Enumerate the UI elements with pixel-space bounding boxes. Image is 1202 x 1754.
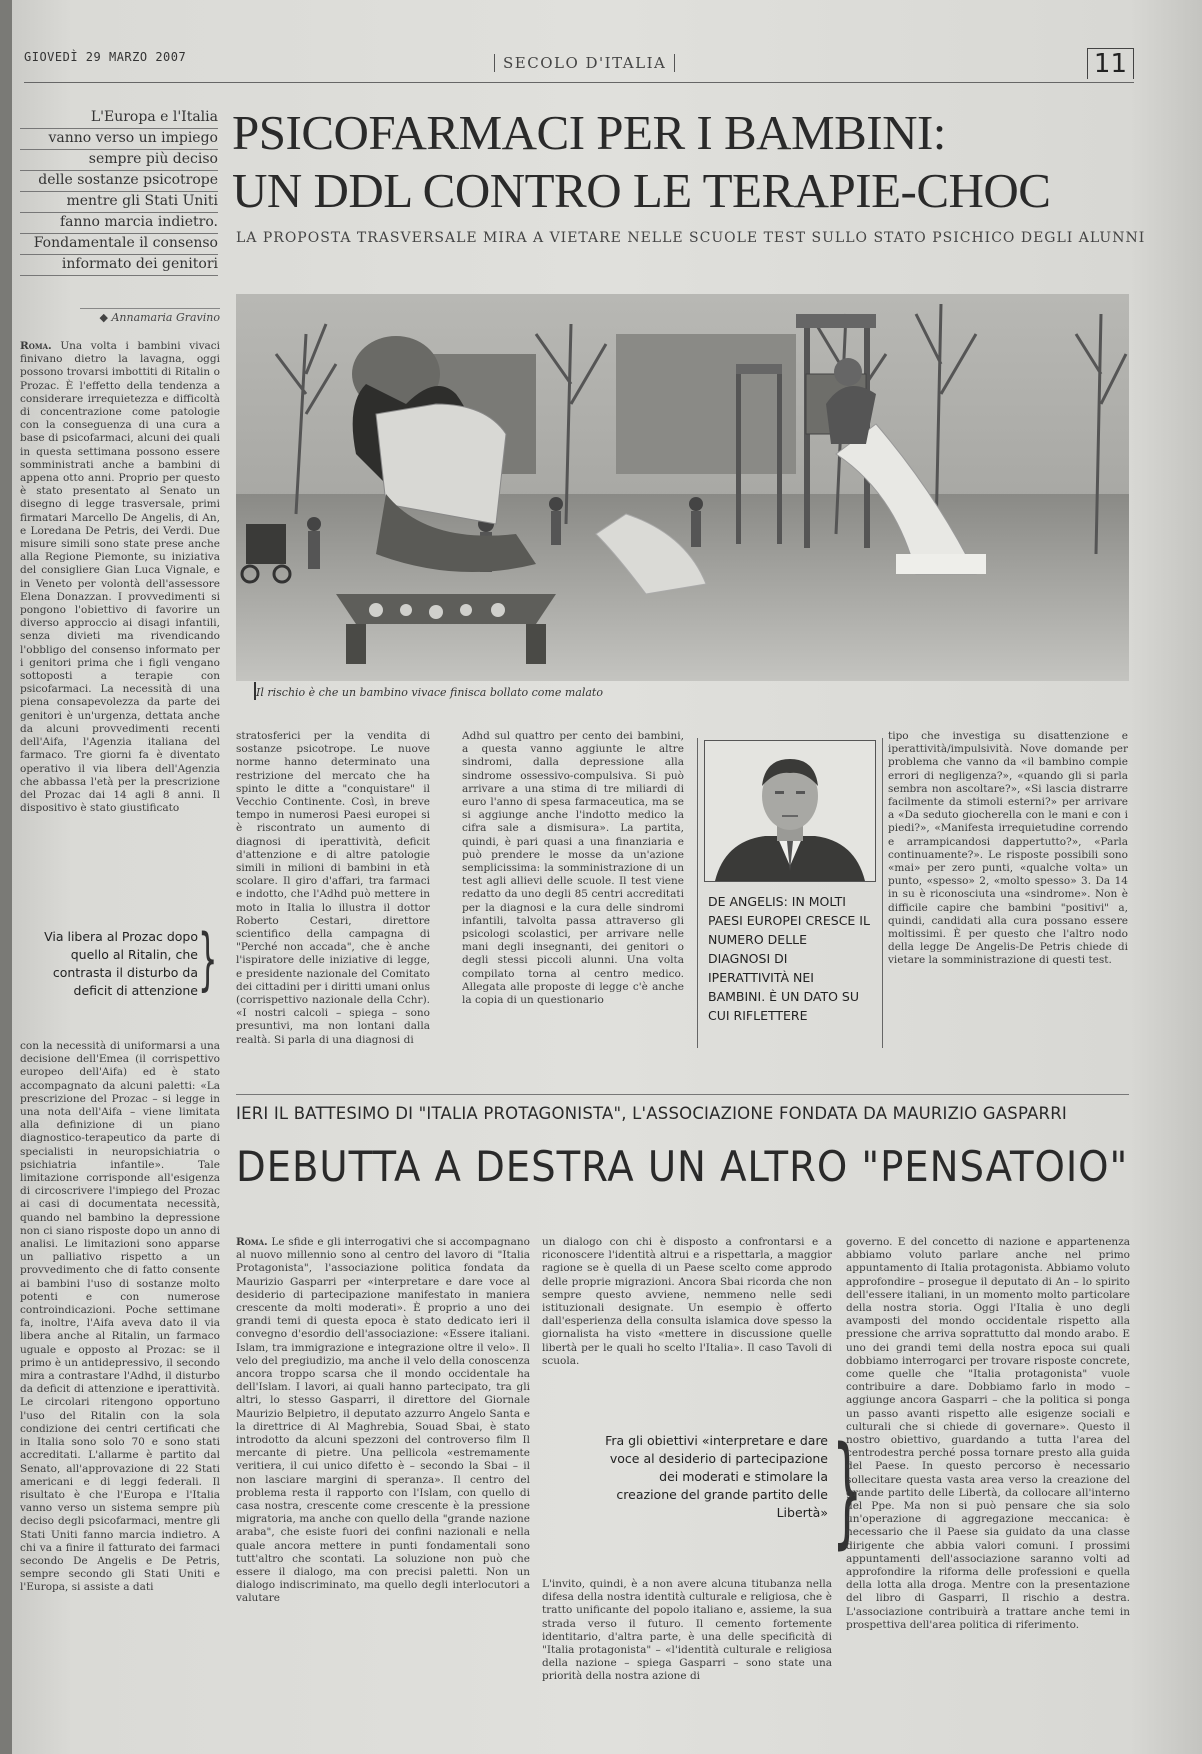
summary-line: L'Europa e l'Italia — [20, 108, 218, 129]
body-text: Adhd sul quattro per cento dei bambini, a questa vanno aggiunte le altre sindromi, dalla depressione alla sindrome ossessivo-compulsiva. Si può arrivare a una stima di tre miliardi di euro l'anno di spesa farmaceutica, ma se si aggiunge anche l'indotto medico la cifra sale a dismisura». La partita, quindi, è pari quasi a una finanziaria e può prendere le mosse da un'azione semplicissima: la somministrazione di un test agli allievi delle scuole. Il test viene redatto da uno degli 85 centri accreditati per la diagnosi e la cura delle sindromi infantili, talvolta passa attraverso gli psicologi scolastici, per arrivare nelle mani degli insegnanti, dei genitori o degli stessi piccoli alunni. Una volta compilato torna al centro medico. Allegata alle proposte di legge c'è anche la copia di un questionario — [462, 730, 684, 1007]
body-text: governo. E del concetto di nazione e appartenenza abbiamo voluto parlare anche nel primo appuntamento di Italia protagonista. Abbiamo voluto approfondire – prosegue il deputato di An – lo spirito dell'essere italiani, in un momento molto particolare della nostra storia. Oggi l'Italia è uno degli avamposti del mondo occidentale rispetto alla pressione che arriva soprattutto dal mondo arabo. E uno dei grandi temi della nostra epoca sui quali dobbiamo interrogarci per trovare risposte concrete, come quelle che "Italia protagonista" vuole contribuire a dare. Dobbiamo farlo in modo – aggiunge ancora Gasparri – che la politica si ponga un passo avanti rispetto alle esigenze sociali e culturali che si chiede di governare». Questo il nostro obiettivo, guardando a tutta l'area del centrodestra perché possa tornare presto alla guida del Paese. In questo percorso è necessario sollecitare questa vasta area verso la creazione del grande partito delle Libertà, da collocare all'interno del Ppe. Ma non si può pensare che sia solo un'operazione di aggregazione meccanica: è necessario che il Paese sia guidato da una classe dirigente che abbia valori comuni. I prossimi appuntamenti dell'associazione saranno volti ad approfondire la riforma delle professioni e quella della lotta alla droga. Mentre con la presentazione del libro di Gasparri, Il rischio a destra. L'associazione contribuirà a trattare anche temi in prospettiva dell'area politica di riferimento. — [846, 1236, 1130, 1631]
headline-line-1: PSICOFARMACI PER I BAMBINI: — [232, 105, 946, 160]
article1-column-3 — [462, 730, 684, 1075]
body-text: Una volta i bambini vivaci finivano dietro la lavagna, oggi possono trovarsi imbottiti di Ritalin o Prozac. È l'effetto della tendenza a considerare irrequietezza e difficoltà di concentrazione come patologie con la conseguenza di una cura a base di psicofarmaci, alcuni dei quali in questa settimana possono essere somministrati anche a bambini di appena otto anni. Proprio per questo è stato presentato al Senato un disegno di legge trasversale, primi firmatari Marcello De Angelis, di An, e Loredana De Petris, dei Verdi. Due misure simili sono state prese anche alla Regione Piemonte, su iniziativa del consigliere Gian Luca Vignale, e in Veneto per volontà dell'assessore Elena Donazzan. I provvedimenti si pongono l'obiettivo di favorire un diverso approccio ai disagi infantili, senza divieti ma rivendicando l'obbligo del consenso informato per i genitori prima che i figli vengano sottoposti a terapie con psicofarmaci. La necessità di una piena consapevolezza da parte dei genitori è un'urgenza, dettata anche da alcuni provvedimenti recenti dell'Aifa, l'Agenzia italiana del farmaco. Tre giorni fa è diventato operativo il via libera dell'Agenzia che abbassa l'età per la prescrizione del Prozac dai 14 agli 8 anni. Il dispositivo è stato giustificato — [20, 340, 220, 815]
article-headline — [232, 104, 1132, 220]
article2-column-3 — [846, 1236, 1130, 1740]
body-text: L'invito, quindi, è a non avere alcuna titubanza nella difesa della nostra identità culturale e religiosa, che è tratto unificante del popolo italiano e, assieme, la sua strada verso il futuro. Il cemento fortemente identitario, d'altra parte, è una delle specificità di "Italia protagonista" – «l'identità culturale e religiosa della nazione – spiega Gasparri – sono state una priorità della nostra azione di — [542, 1578, 832, 1683]
headline-line-2: UN DDL CONTRO LE TERAPIE-CHOC — [232, 163, 1051, 218]
playground-photo — [236, 294, 1129, 681]
byline: ◆ Annamaria Gravino — [80, 308, 220, 324]
author-name: Annamaria Gravino — [111, 311, 220, 324]
dateline: Roma. — [236, 1236, 268, 1248]
masthead — [24, 48, 1134, 83]
summary-line: vanno verso un impiego — [20, 129, 218, 150]
article1-column-4 — [888, 730, 1128, 1075]
article2-kicker: IERI IL BATTESIMO DI "ITALIA PROTAGONISTA", L'ASSOCIAZIONE FONDATA DA MAURIZIO GASPARRI — [236, 1104, 1067, 1123]
newspaper-name: SECOLO D'ITALIA — [494, 54, 675, 72]
profile-quote: DE ANGELIS: IN MOLTI PAESI EUROPEI CRESCE IL NUMERO DELLE DIAGNOSI DI IPERATTIVITÀ NEI BAMBINI. È UN DATO SU CUI RIFLETTERE — [708, 894, 870, 1023]
summary-line: informato dei genitori — [20, 255, 218, 276]
article1-column-1-continued — [20, 1040, 220, 1740]
body-text: un dialogo con chi è disposto a confrontarsi e a riconoscere l'identità altrui e a rispettarla, a maggior ragione se è quella di un Paese scelto come approdo delle proprie migrazioni. Ancora Sbai ricorda che non sempre questo avviene, nemmeno nelle sedi istituzionali designate. Un esempio è offerto dall'esperienza della consulta islamica dove spesso la giornalista ha visto «mettere in discussione quelle libertà per le quali ho scelto l'Italia». Il caso Tavoli di scuola. — [542, 1236, 832, 1367]
article2-column-2 — [542, 1236, 832, 1412]
pull-quote: Fra gli obiettivi «interpretare e dare voce al desiderio di partecipazione dei moderati e stimolare la creazione del grande partito delle Libertà» — [605, 1433, 828, 1520]
brace-icon: } — [198, 920, 218, 999]
photo-caption: Il rischio è che un bambino vivace finisca bollato come malato — [256, 686, 603, 699]
article-subtitle: LA PROPOSTA TRASVERSALE MIRA A VIETARE NELLE SCUOLE TEST SULLO STATO PSICHICO DEGLI ALUNNI — [236, 230, 1146, 246]
summary-line: Fondamentale il consenso — [20, 234, 218, 255]
dateline: Roma. — [20, 340, 52, 352]
summary-line: fanno marcia indietro. — [20, 213, 218, 234]
playground-photo-image — [236, 294, 1129, 681]
issue-date: GIOVEDÌ 29 MARZO 2007 — [24, 50, 187, 64]
summary-line: mentre gli Stati Uniti — [20, 192, 218, 213]
section-divider — [236, 1094, 1129, 1095]
summary-box — [20, 108, 218, 276]
summary-line: delle sostanze psicotrope — [20, 171, 218, 192]
page-number: 11 — [1087, 48, 1134, 79]
page-gutter — [0, 0, 12, 1754]
brace-icon: } — [832, 1422, 863, 1561]
article1-column-2 — [236, 730, 430, 1075]
portrait-photo — [704, 740, 876, 882]
article2-column-2-continued — [542, 1578, 832, 1740]
body-text: tipo che investiga su disattenzione e iperattività/impulsività. Nove domande per problema che vanno da «il bambino compie errori di negligenza?», «quando gli si parla sembra non ascoltare?», «Si lascia distrarre facilmente da stimoli esterni?» per arrivare a «Da seduto giocherella con le mani e con i piedi?», «Manifesta irrequietudine correndo e arrampicandosi dappertutto?», «Parla continuamente?». Le risposte possibili sono «mai» per zero punti, «qualche volta» un punto, «spesso» 2, «molto spesso» 3. Da 14 in su è riconosciuta una «sindrome». Non è difficile capire che bambini "positivi" a, quindi, candidati alla cura possano essere moltissimi. È per questo che l'altro nodo della legge De Angelis-De Petris chiede di vietare la somministrazione di questi test. — [888, 730, 1128, 967]
summary-line: sempre più deciso — [20, 150, 218, 171]
pull-quote: Via libera al Prozac dopo quello al Ritalin, che contrasta il disturbo da deficit di attenzione — [44, 929, 198, 998]
portrait-image — [705, 741, 875, 881]
article1-column-1 — [20, 340, 220, 892]
body-text: con la necessità di uniformarsi a una decisione dell'Emea (il corrispettivo europeo dell'Aifa) ed è stato accompagnato da alcuni paletti: «La prescrizione del Prozac – si legge in una nota dell'Aifa – viene limitata alla definizione di un piano diagnostico-terapeutico da parte di specialisti in neuropsichiatria o psichiatria infantile». Tale limitazione corrisponde all'esigenza di circoscrivere l'impiego del Prozac ai casi di documentata necessità, quando nel bambino la depressione non ci siano risposte dopo un anno di analisi. Le limitazioni sono apparse un palliativo rispetto a un provvedimento che di fatto consente ai bambini l'uso di sostanze molto potenti e con numerose controindicazioni. Poche settimane fa, inoltre, l'Aifa aveva dato il via libera anche al Ritalin, un farmaco uguale e opposto al Prozac: se il primo è un antidepressivo, il secondo mira a contrastare l'Adhd, il disturbo da deficit di attenzione e iperattività. Le circolari ritengono opportuno l'uso del Ritalin con la sola condizione dei centri certificati che in Italia sono solo 70 e sono stati accreditati. L'allarme è partito dal Senato, all'approvazione di 22 Stati americani e di leggi federali. Il risultato è che l'Europa e l'Italia vanno verso un sistema sempre più deciso degli psicofarmaci, mentre gli Stati Uniti fanno marcia indietro. A chi va a finire il fatturato dei farmaci secondo De Angelis e De Petris, sempre secondo gli Stati Uniti e l'Europa, si assiste a dati — [20, 1040, 220, 1594]
article2-column-1 — [236, 1236, 530, 1740]
body-text: Le sfide e gli interrogativi che si accompagnano al nuovo millennio sono al centro del lavoro di "Italia Protagonista", l'associazione politica fondata da Maurizio Gasparri per «interpretare e dare voce al desiderio di partecipazione manifestato in maniera crescente da molti moderati». È proprio a uno dei grandi temi di questa epoca è stato dedicato ieri il convegno d'esordio dell'associazione: «Essere italiani. Islam, tra immigrazione e integrazione oltre il velo». Il velo del pregiudizio, ma anche il velo della conoscenza ancora troppo scarsa che il mondo occidentale ha dell'Islam. I lavori, ai quali hanno partecipato, tra gli altri, lo stesso Gasparri, il direttore del Giornale Maurizio Belpietro, il deputato azzurro Angelo Santa e la direttrice di Al Maghrebia, Souad Sbai, è stato introdotto da alcuni spezzoni del controverso film Il mercante di pietre. Una pellicola «estremamente veritiera, il cui unico difetto è – secondo la Sbai – il non lasciare margini di speranza». Il centro del problema resta il rapporto con l'Islam, con quello di casa nostra, crescente come crescente è la pressione migratoria, ma anche con quello della "grande nazione araba", che esiste fuori dei confini nazionali e nella quale ancora mettere in punti fondamentali sono tutt'altro che scontati. La soluzione non può che essere il dialogo, ma con precisi paletti. Non un dialogo indiscriminato, ma quello degli interlocutori a valutare — [236, 1236, 530, 1605]
body-text: stratosferici per la vendita di sostanze psicotrope. Le nuove norme hanno determinato una restrizione del mercato che ha spinto le ditte a "conquistare" il Vecchio Continente. Così, in breve tempo in numerosi Paesi europei si è riscontrato un aumento di diagnosi di iperattività, deficit d'attenzione e di altre patologie simili in milioni di bambini in età scolare. Il giro d'affari, tra farmaci e indotto, che l'Adhd può mettere in moto in Italia lo illustra il dottor Roberto Cestari, direttore scientifico della campagna di "Perché non accada", che è anche l'ispiratore delle iniziative di legge, e presidente nazionale del Comitato dei cittadini per i diritti umani onlus (corrispettivo nazionale della Cchr). «I nostri calcoli – spiega – sono presuntivi, ma non lontani dalla realtà. Si parla di una diagnosi di — [236, 730, 430, 1046]
article2-headline: DEBUTTA A DESTRA UN ALTRO "PENSATOIO" — [236, 1142, 1129, 1191]
